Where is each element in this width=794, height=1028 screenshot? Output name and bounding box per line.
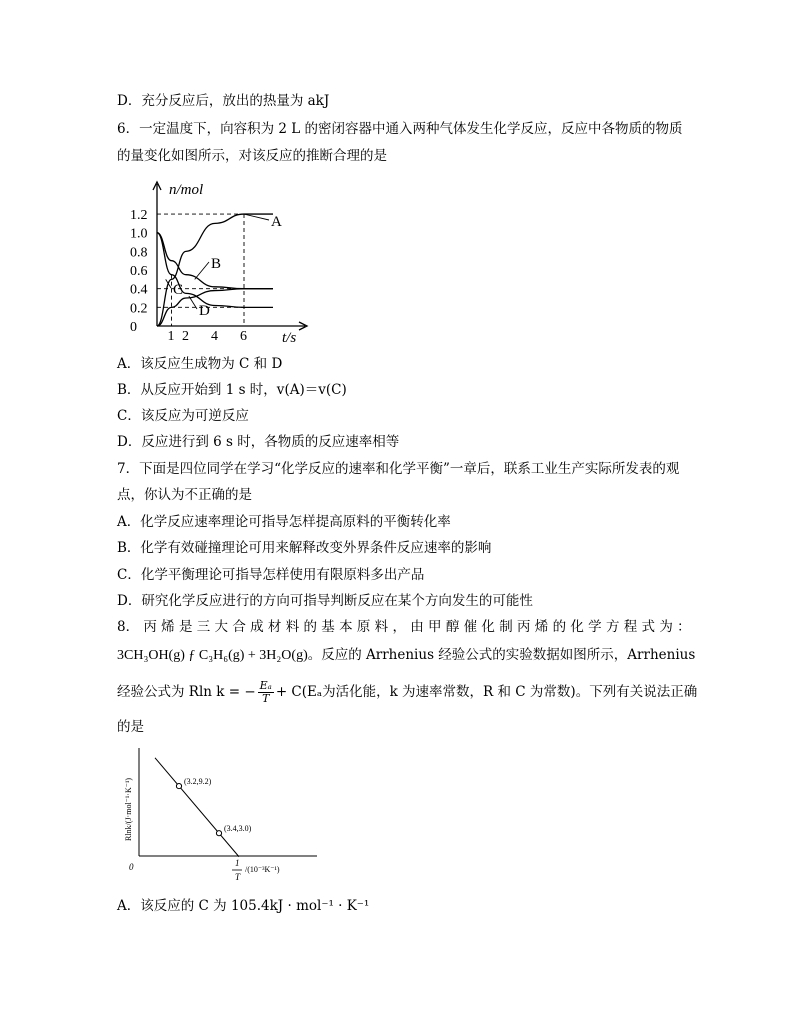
option-b-q6: B．从反应开始到 1 s 时，v(A)＝v(C) — [117, 382, 347, 398]
y-tick-label: 0.4 — [130, 282, 148, 298]
point-label: (3.2,9.2) — [184, 777, 212, 787]
label-leader — [195, 262, 209, 279]
data-point — [216, 831, 221, 836]
option-b-q7: B．化学有效碰撞理论可用来解释改变外界条件反应速率的影响 — [117, 540, 492, 556]
label-leader — [244, 214, 269, 220]
question-6-stem: 6．一定温度下，向容积为 2 L 的密闭容器中通入两种气体发生化学反应，反应中各物质的物质 — [117, 121, 683, 137]
question-7-stem: 7．下面是四位同学在学习“化学反应的速率和化学平衡”一章后，联系工业生产实际所发表的观 — [117, 461, 680, 477]
regression-line — [155, 758, 239, 857]
option-a-q8: A．该反应的 C 为 105.4kJ · mol⁻¹ · K⁻¹ — [117, 898, 370, 914]
y-tick-label: 0.6 — [130, 264, 148, 280]
question-6-stem-cont: 的量变化如图所示，对该反应的推断合理的是 — [117, 148, 387, 164]
question-8-stem-end: 的是 — [117, 719, 144, 735]
question-7-stem-cont: 点，你认为不正确的是 — [117, 487, 252, 503]
reaction-equation: 3CH₃OH(g) ƒ C₃H₆(g) + 3H₂O(g) — [117, 648, 308, 663]
option-c-q7: C．化学平衡理论可指导怎样使用有限原料多出产品 — [117, 567, 425, 583]
arrhenius-chart — [117, 746, 357, 886]
option-c-q6: C．该反应为可逆反应 — [117, 408, 249, 424]
x-tick-label: 1 — [167, 329, 175, 344]
y-axis-label: n/mol — [169, 182, 204, 198]
option-a-q7: A．化学反应速率理论可指导怎样提高原料的平衡转化率 — [117, 514, 451, 530]
x-axis-label: t/s — [282, 330, 297, 344]
x-tick-label: 6 — [240, 329, 247, 344]
y-tick-label: 1.0 — [130, 226, 148, 242]
formula-prefix: 经验公式为 Rln k = − — [117, 684, 256, 700]
x-axis-label-unit: /(10⁻³K⁻¹) — [245, 865, 280, 874]
x-tick-label: 4 — [211, 329, 218, 344]
data-point — [176, 783, 181, 788]
question-8-equation-line — [117, 646, 695, 665]
y-tick-label: 0 — [130, 320, 137, 335]
origin-label: 0 — [129, 862, 134, 872]
curve-label-D: D — [199, 303, 210, 319]
x-tick-label: 2 — [182, 329, 189, 344]
ea-over-t-fraction — [258, 680, 274, 705]
question-8-stem: 8． 丙 烯 是 三 大 合 成 材 料 的 基 本 原 料 ， 由 甲 醇 催 化 制 丙 烯 的 化 学 方 程 式 为 ： — [117, 619, 691, 635]
question-8-text: 。反应的 Arrhenius 经验公式的实验数据如图所示，Arrhenius — [307, 647, 696, 663]
y-tick-label: 0.8 — [130, 245, 148, 261]
y-tick-label: 1.2 — [130, 208, 148, 224]
y-tick-label: 0.2 — [130, 301, 148, 317]
option-a-q6: A．该反应生成物为 C 和 D — [117, 356, 283, 372]
fraction-denominator: T — [262, 692, 270, 705]
arrhenius-formula-line — [117, 680, 697, 705]
mole-time-chart — [117, 176, 317, 344]
x-axis-label-denominator: T — [235, 872, 241, 882]
curve-label-B: B — [211, 256, 222, 272]
formula-suffix: + C(Eₐ为活化能，k 为速率常数，R 和 C 为常数)。下列有关说法正确 — [275, 684, 698, 700]
option-d-q7: D．研究化学反应进行的方向可指导判断反应在某个方向发生的可能性 — [117, 593, 533, 609]
point-label: (3.4,3.0) — [224, 824, 252, 834]
curve-label-A: A — [271, 214, 282, 230]
option-d-q6: D．反应进行到 6 s 时，各物质的反应速率相等 — [117, 434, 400, 450]
option-d-q5: D．充分反应后，放出的热量为 akJ — [117, 93, 330, 109]
x-axis-label-numerator: 1 — [235, 858, 240, 868]
fraction-numerator: Eₐ — [259, 679, 272, 692]
y-axis-label: Rlnk/(J·mol⁻¹·K⁻¹) — [124, 777, 133, 841]
curve-label-C: C — [173, 282, 184, 298]
